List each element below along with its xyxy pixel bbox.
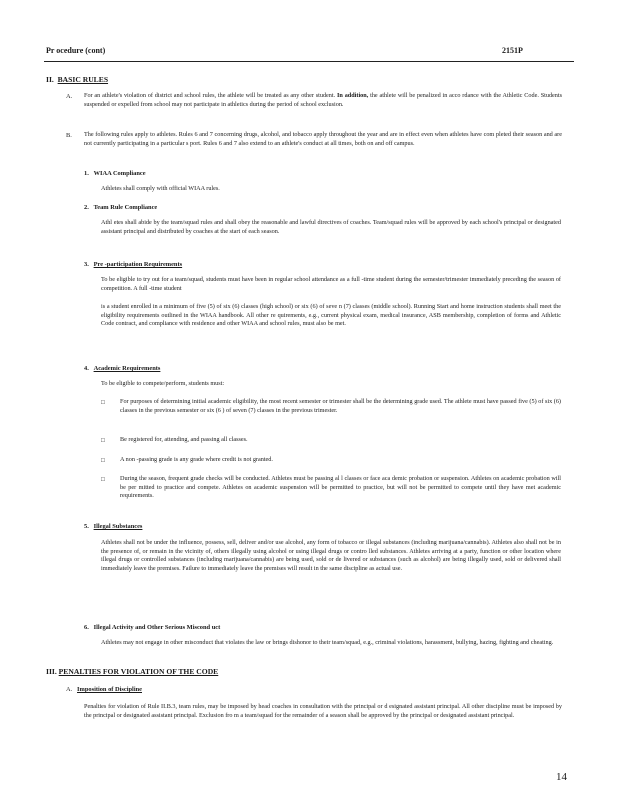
item-label-a: A. (66, 93, 73, 100)
rule-number: 1. (84, 170, 89, 177)
subsection-heading-imposition (66, 686, 142, 693)
rule-number: 3. (84, 261, 89, 268)
bullet-icon: □ (101, 476, 105, 483)
rule-3-text: To be eligible to try out for a team/squad, students must have been in regular school attendance as a full -time student during the semester/trimester immediately preceding the season of competition. A full -time student (101, 276, 561, 292)
rule-4-text: To be eligible to compete/perform, students must: (101, 380, 225, 387)
bullet-item: A non -passing grade is any grade where credit is not granted. (120, 456, 273, 463)
subsection-title: Imposition of Discipline (77, 686, 142, 693)
paragraph-a (84, 92, 562, 109)
rule-heading-1 (84, 170, 146, 177)
page-number: 14 (556, 771, 567, 783)
rule-title: Illegal Substances (93, 523, 143, 530)
bullet-icon: □ (101, 399, 105, 406)
rule-number: 5. (84, 523, 89, 530)
bullet-icon: □ (101, 457, 105, 464)
bullet-item: For purposes of determining initial academic eligibility, the most recent semester or trimester shall be the determining grade used. The athlete must have passed five (5) of six (6) classes in the previous semester or six (6 ) of seven (7) classes in the previous trimester. (120, 398, 561, 414)
rule-number: 4. (84, 365, 89, 372)
section-number: III. (46, 667, 57, 676)
bullet-icon: □ (101, 437, 105, 444)
rule-title: WIAA Compliance (93, 170, 146, 177)
rule-1-text: Athletes shall comply with official WIAA rules. (101, 185, 220, 192)
rule-title: Illegal Activity and Other Serious Miscond uct (93, 624, 221, 631)
item-label-a: A. (66, 686, 73, 693)
section-title: PENALTIES FOR VIOLATION OF THE CODE (58, 667, 219, 676)
rule-3-text-2: is a student enrolled in a minimum of five (5) of six (6) classes (high school) or six (6) of seve n (7) classes (middle school). Running Start and home instruction students shall meet the eligibility requirements outlined in the WIAA handbook. All other re quirements, e.g., current physical exam, medical insurance, ASB membership, completion of forms and Athletic Code contract, and compliance with residence and other WIAA and school rules, must also be met. (101, 303, 561, 328)
section-heading-basic-rules (46, 75, 108, 84)
paragraph-b: The following rules apply to athletes. Rules 6 and 7 concerning drugs, alcohol, and tobacco apply throughout the year and are in effect even when athletes have com pleted their season and are not currently participating in a particular s port. Rules 6 and 7 also extend to an athlete's conduct at all times, both on and off campus. (84, 131, 562, 147)
bullet-item: Be registered for, attending, and passing all classes. (120, 436, 248, 443)
rule-5-text: Athletes shall not be under the influence, possess, sell, deliver and/or use alcohol, any form of tobacco or illegal substances (including marijuana/cannabis). Athletes also shall not be in the presence of, or remain in the vicinity of, others illegally using alcohol or using illegal drugs or contro lled substances. Athletes arriving at a party, function or other location where illegal drugs or controlled substances (including marijuana/cannabis) are being used, sold or de livered or substances (such as alcohol) are being illegally used, sold or delivered shall immediately leave the premises. Failure to immediately leave the premises will result in the same discipline as actual use. (101, 539, 561, 572)
rule-heading-3 (84, 261, 182, 268)
rule-heading-6 (84, 624, 220, 631)
header-policy-number: 2151P (502, 46, 523, 55)
paragraph-a-text: For an athlete's violation of district and school rules, the athlete will be treated as any other student. (84, 92, 336, 99)
rule-number: 6. (84, 624, 89, 631)
imposition-text: Penalties for violation of Rule II.B.3, team rules, may be imposed by head coaches in consultation with the principal or d esignated assistant principal. All other discipline must be imposed by the principal or designated assistant principal. Exclusion fro m a team/squad for the remainder of a season shall be approved by the principal or designated assistant principal. (84, 703, 562, 719)
page-header (46, 46, 572, 58)
bullet-item: During the season, frequent grade checks will be conducted. Athletes must be passing al l classes or face aca demic probation or suspension. Athletes on academic probation will be per mitted to practice and compete. Athletes on academic suspension will be permitted to practice, but will not be permitted to compete until they have met academic requirements. (120, 475, 561, 500)
rule-2-text: Athl etes shall abide by the team/squad rules and shall obey the reasonable and lawful directives of coaches. Team/squad rules will be approved by each school's principal or designated assistant principal and distributed by coaches at the start of each season. (101, 219, 561, 235)
header-title: Pr ocedure (cont) (46, 46, 106, 55)
rule-title: Pre -participation Requirements (93, 261, 183, 268)
rule-heading-5 (84, 523, 142, 530)
section-title: BASIC RULES (57, 75, 109, 84)
rule-title: Team Rule Compliance (93, 204, 158, 211)
section-heading-penalties (46, 667, 218, 676)
item-label-b: B. (66, 132, 72, 139)
header-rule (44, 61, 574, 62)
rule-title: Academic Requirements (93, 365, 161, 372)
rule-number: 2. (84, 204, 89, 211)
rule-6-text: Athletes may not engage in other misconduct that violates the law or brings dishonor to their team/squad, e.g., criminal violations, harassment, bullying, hazing, fighting and cheating. (101, 639, 554, 646)
paragraph-a-text-2: the athlete will be penalized in acco rdance with the Athletic Code. Students suspended or expelled from school may not participate in athletics during the period of school exclusion. (84, 92, 563, 108)
rule-heading-4 (84, 365, 160, 372)
rule-heading-2 (84, 204, 157, 211)
section-number: II. (46, 75, 54, 84)
paragraph-a-bold: In addition, (337, 92, 369, 99)
